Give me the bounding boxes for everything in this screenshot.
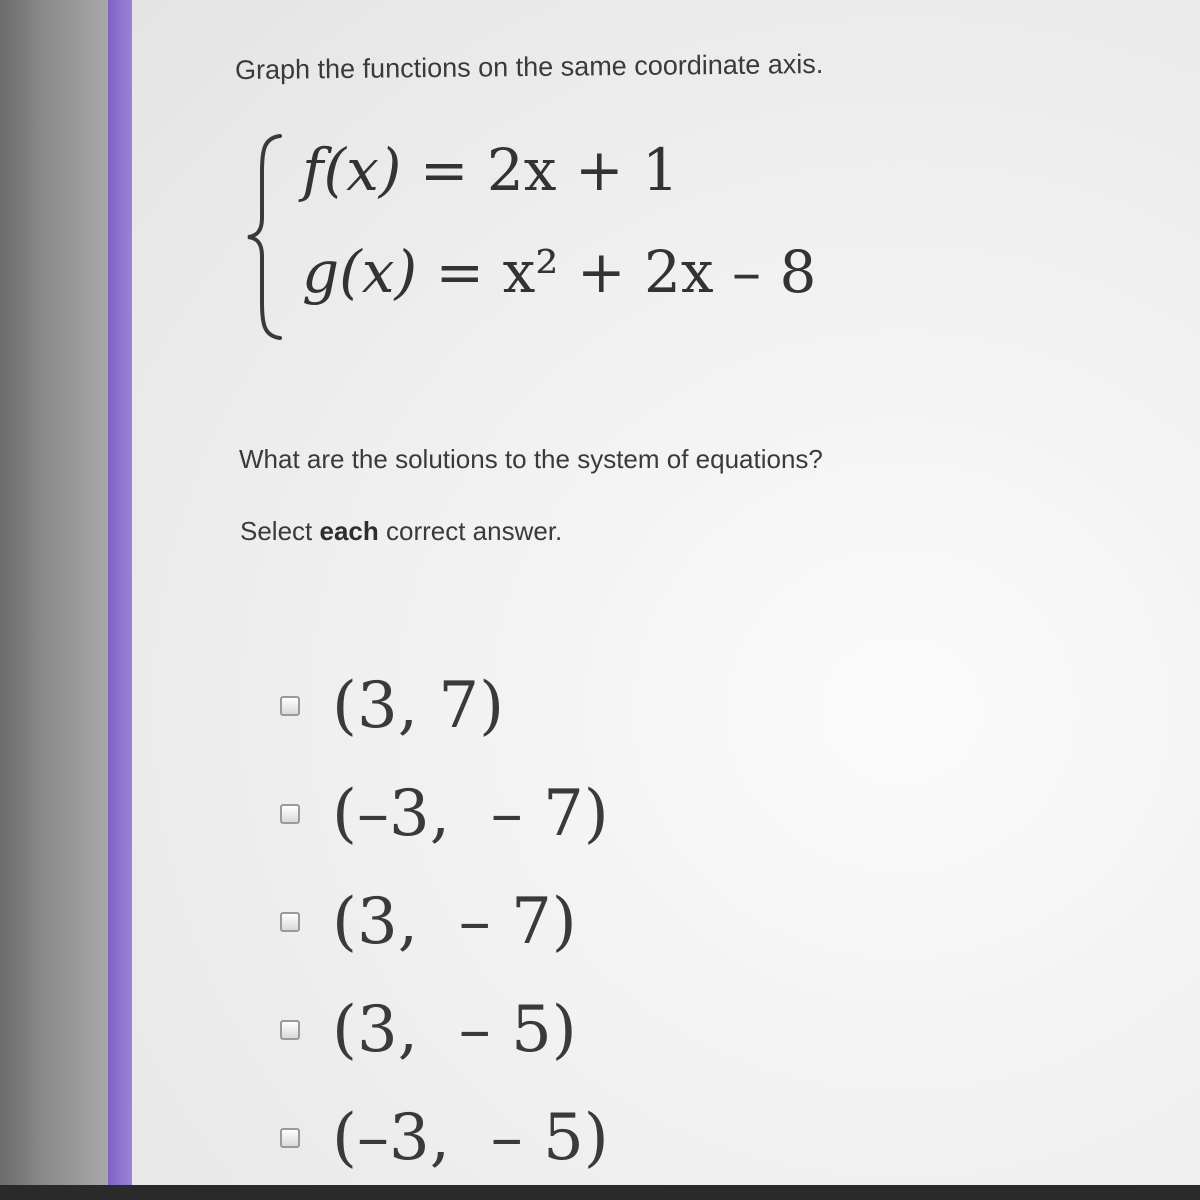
answer-option-1[interactable] (280, 652, 609, 760)
checkbox-5[interactable] (280, 1128, 300, 1148)
instruction-bold: each (319, 516, 379, 546)
answer-option-4[interactable] (280, 976, 609, 1084)
left-brace-icon (244, 132, 284, 342)
answer-label-3[interactable]: (3, – 7) (332, 885, 577, 959)
equation-f (302, 136, 679, 204)
answer-label-2[interactable]: (–3, – 7) (332, 777, 609, 851)
answer-label-1[interactable]: (3, 7) (332, 669, 505, 743)
prompt-text: Graph the functions on the same coordinate axis. (234, 48, 824, 86)
answer-option-2[interactable] (280, 760, 609, 868)
equation-f-name: f(x) (302, 136, 402, 204)
instruction-suffix: correct answer. (378, 516, 563, 546)
equation-g-rhs: = x² + 2x – 8 (417, 238, 817, 306)
equation-system (244, 128, 964, 348)
answer-option-3[interactable] (280, 868, 609, 976)
equation-g (302, 238, 816, 306)
bottom-bezel (0, 1185, 1200, 1200)
answer-option-5[interactable] (280, 1084, 609, 1192)
checkbox-3[interactable] (280, 912, 300, 932)
equation-f-rhs: = 2x + 1 (401, 136, 679, 204)
answer-label-5[interactable]: (–3, – 5) (332, 1101, 609, 1175)
checkbox-1[interactable] (280, 696, 300, 716)
equation-g-name: g(x) (302, 238, 418, 306)
answer-label-4[interactable]: (3, – 5) (332, 993, 577, 1067)
left-gutter (0, 0, 108, 1200)
instruction-prefix: Select (240, 516, 320, 546)
checkbox-4[interactable] (280, 1020, 300, 1040)
checkbox-2[interactable] (280, 804, 300, 824)
question-panel (132, 0, 1200, 1185)
question-text: What are the solutions to the system of equations? (239, 444, 823, 474)
answer-options (280, 652, 609, 1192)
instruction-text (240, 516, 562, 547)
accent-bar (108, 0, 132, 1200)
